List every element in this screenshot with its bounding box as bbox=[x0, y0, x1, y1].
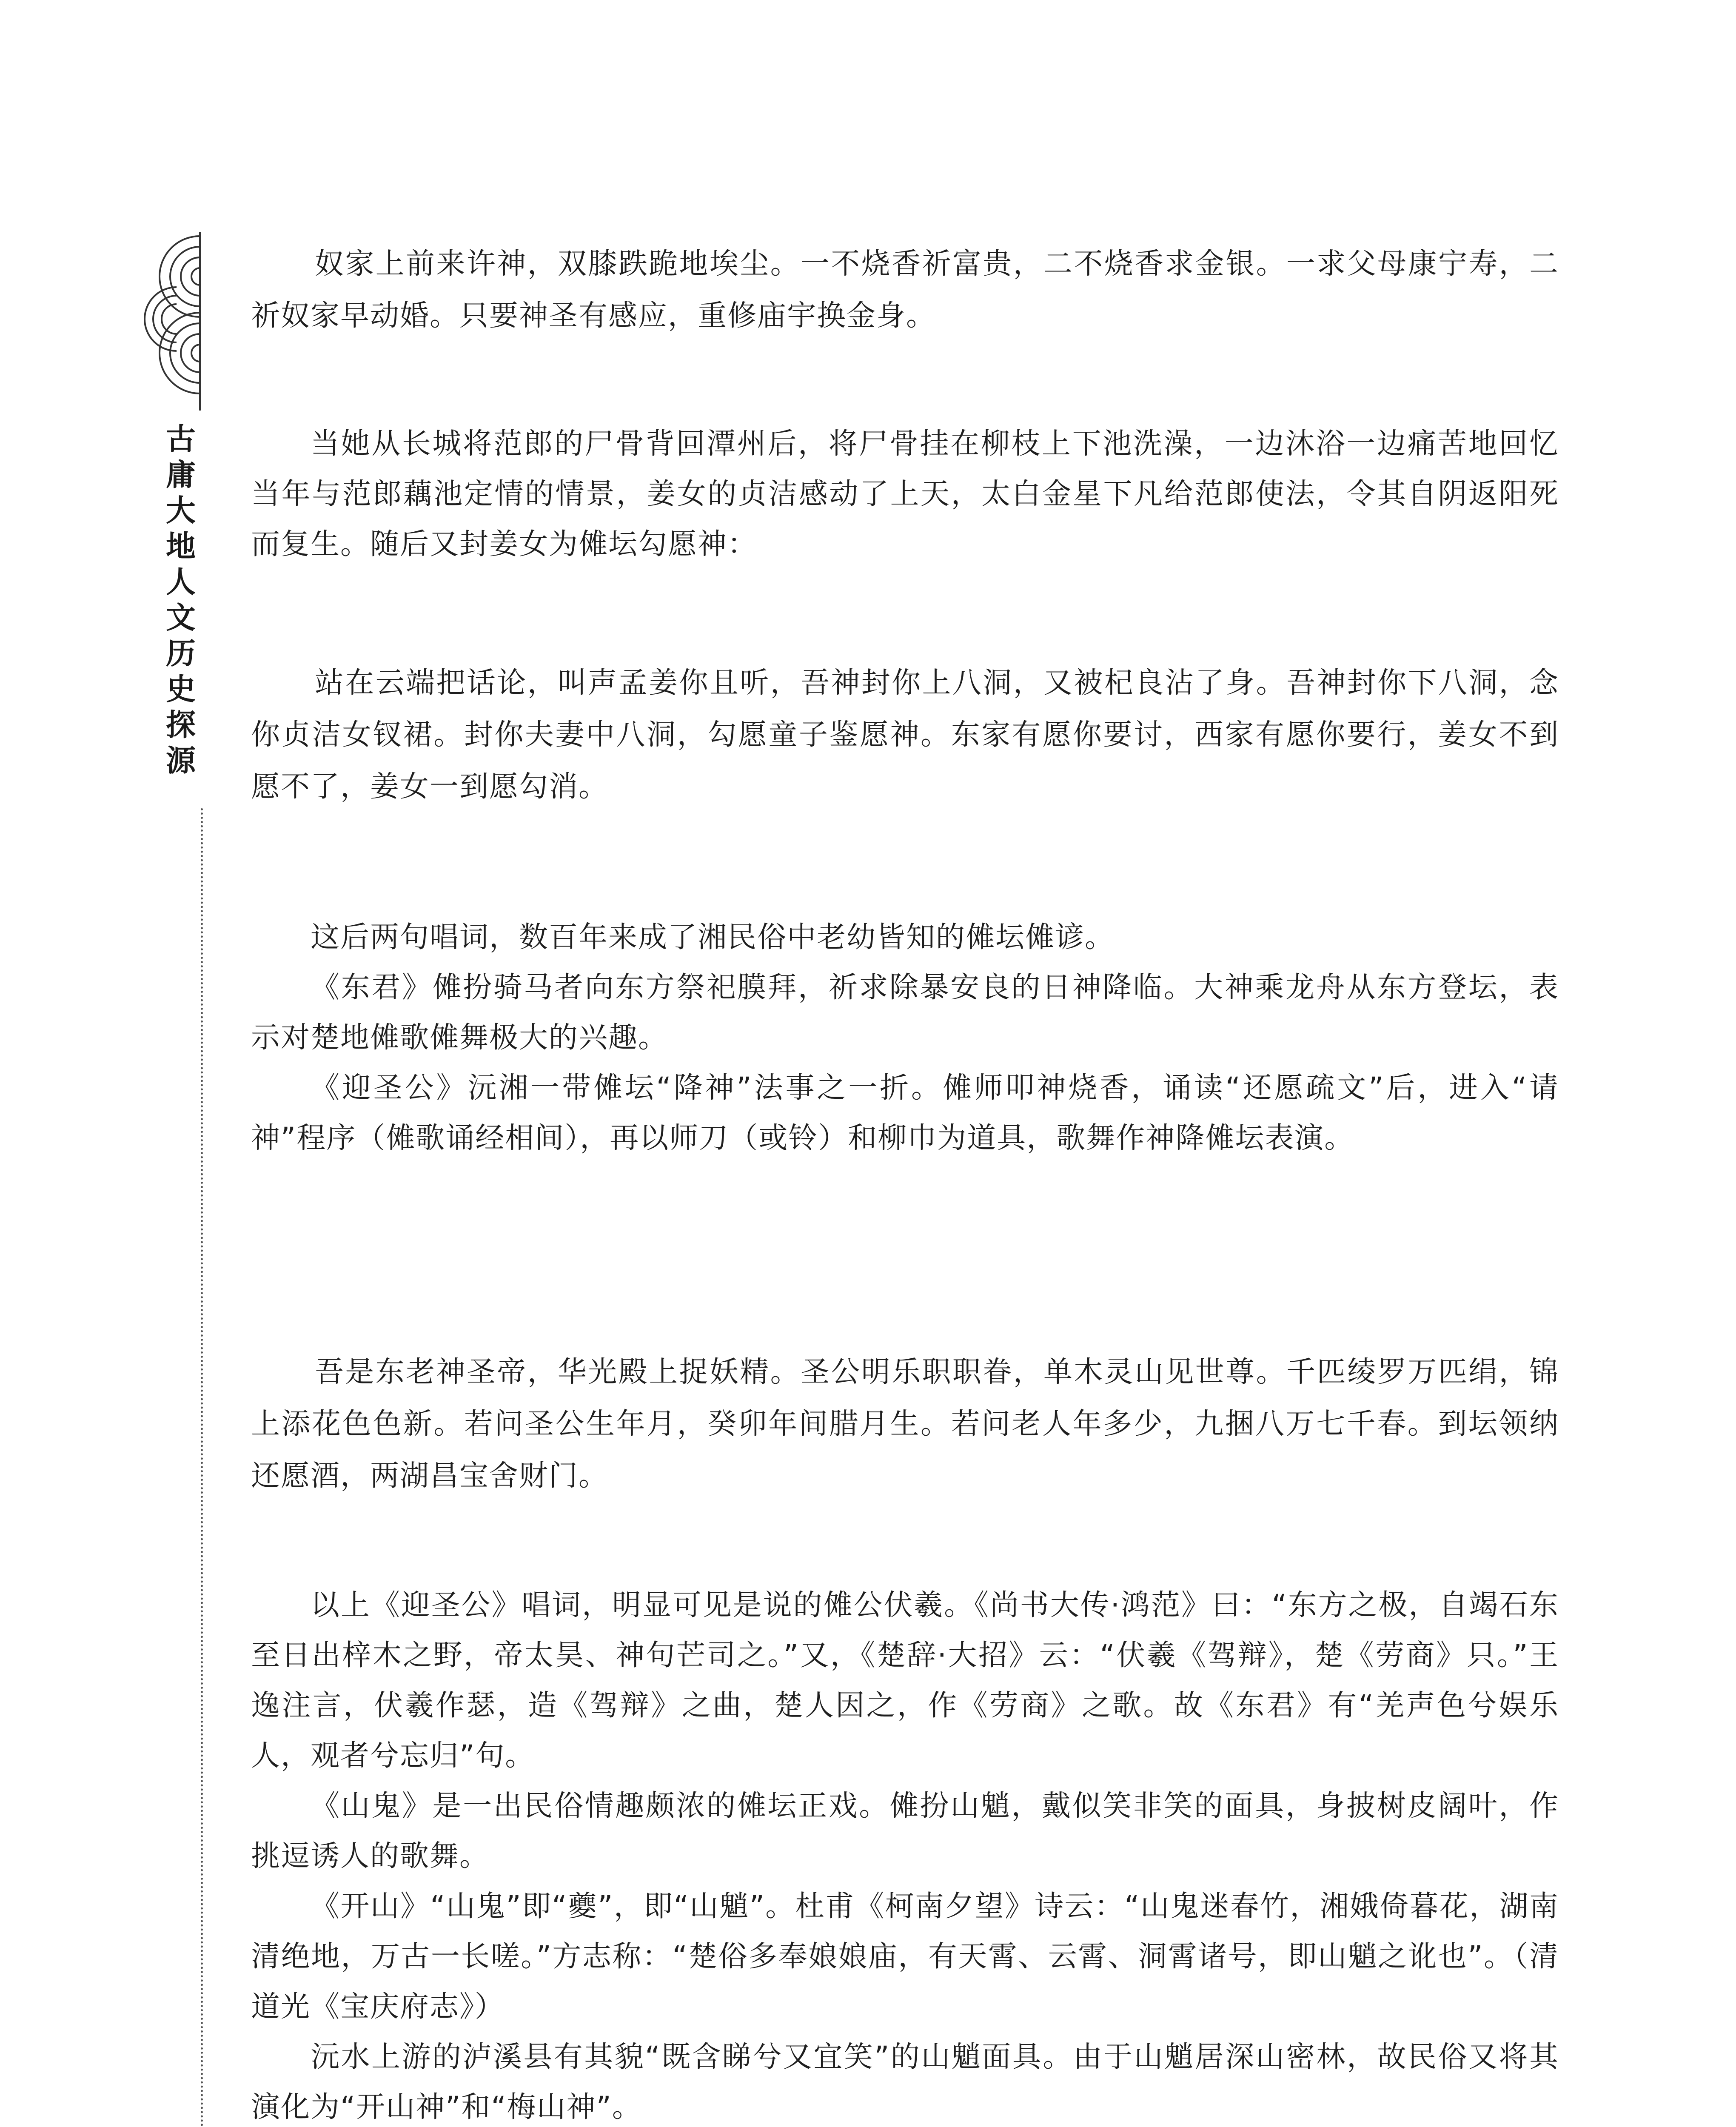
quote-text-2: 站在云端把话论，叫声孟姜你且听，吾神封你上八洞，又被杞良沾了身。吾神封你下八洞，念你贞洁女钗裙。封你夫妻中八洞，勾愿童子鉴愿神。东家有愿你要讨，西家有愿你要行，姜女不到愿不了，姜女一到愿勾消。 bbox=[251, 666, 1559, 804]
quote-block-3 bbox=[251, 1346, 1559, 1502]
book-title-vertical: 古庸大地人文历史探源 bbox=[166, 422, 196, 778]
paragraph-text-8: 沅水上游的泸溪县有其貌“既含睇兮又宜笑”的山魈面具。由于山魈居深山密林，故民俗又将其演化为“开山神”和“梅山神”。 bbox=[251, 2040, 1559, 2124]
paragraph-text-2: 这后两句唱词，数百年来成了湘民俗中老幼皆知的傩坛傩谚。 bbox=[311, 921, 1115, 954]
paragraph-text-5: 以上《迎圣公》唱词，明显可见是说的傩公伏羲。《尚书大传·鸿范》曰：“东方之极，自竭石东至日出梓木之野，帝太昊、神句芒司之。”又，《楚辞·大招》云：“伏羲《驾辩》，楚《劳商》只。”王逸注言，伏羲作瑟，造《驾辩》之曲，楚人因之，作《劳商》之歌。故《东君》有“羌声色兮娱乐人，观者兮忘归”句。 bbox=[251, 1588, 1559, 1773]
paragraph-text-4: 《迎圣公》沅湘一带傩坛“降神”法事之一折。傩师叩神烧香，诵读“还愿疏文”后，进入“请神”程序（傩歌诵经相间），再以师刀（或铃）和柳巾为道具，歌舞作神降傩坛表演。 bbox=[251, 1071, 1559, 1155]
paragraph-text-7: 《开山》“山鬼”即“夔”，即“山魈”。杜甫《柯南夕望》诗云：“山鬼迷春竹，湘娥倚暮花，湖南清绝地，万古一长嗟。”方志称：“楚俗多奉娘娘庙，有天霄、云霄、洞霄诸号，即山魈之讹也”。（清道光《宝庆府志》） bbox=[251, 1890, 1559, 2024]
paragraph-text-6: 《山鬼》是一出民俗情趣颇浓的傩坛正戏。傩扮山魈，戴似笑非笑的面具，身披树皮阔叶，作挑逗诱人的歌舞。 bbox=[251, 1789, 1559, 1873]
quote-block-2 bbox=[251, 657, 1559, 813]
concentric-arc-ornament bbox=[125, 232, 221, 411]
paragraph-block-3 bbox=[251, 1580, 1559, 2127]
quote-block-1 bbox=[251, 238, 1559, 342]
quote-text-1: 奴家上前来许神，双膝跌跪地埃尘。一不烧香祈富贵，二不烧香求金银。一求父母康宁寿，二祈奴家早动婚。只要神圣有感应，重修庙宇换金身。 bbox=[251, 247, 1559, 333]
paragraph-text-1: 当她从长城将范郎的尸骨背回潭州后，将尸骨挂在柳枝上下池洗澡，一边沐浴一边痛苦地回忆当年与范郎藕池定情的情景，姜女的贞洁感动了上天，太白金星下凡给范郎使法，令其自阴返阳死而复生。随后又封姜女为傩坛勾愿神： bbox=[251, 427, 1559, 561]
dotted-divider bbox=[201, 808, 203, 2127]
quote-text-3: 吾是东老神圣帝，华光殿上捉妖精。圣公明乐职职眷，单木灵山见世尊。千匹绫罗万匹绢，锦上添花色色新。若问圣公生年月，癸卯年间腊月生。若问老人年多少，九捆八万七千春。到坛领纳还愿酒，两湖昌宝舍财门。 bbox=[251, 1355, 1559, 1493]
paragraph-block-1 bbox=[251, 419, 1559, 570]
paragraph-block-2 bbox=[251, 912, 1559, 1163]
paragraph-text-3: 《东君》傩扮骑马者向东方祭祀膜拜，祈求除暴安良的日神降临。大神乘龙舟从东方登坛，表示对楚地傩歌傩舞极大的兴趣。 bbox=[251, 971, 1559, 1055]
